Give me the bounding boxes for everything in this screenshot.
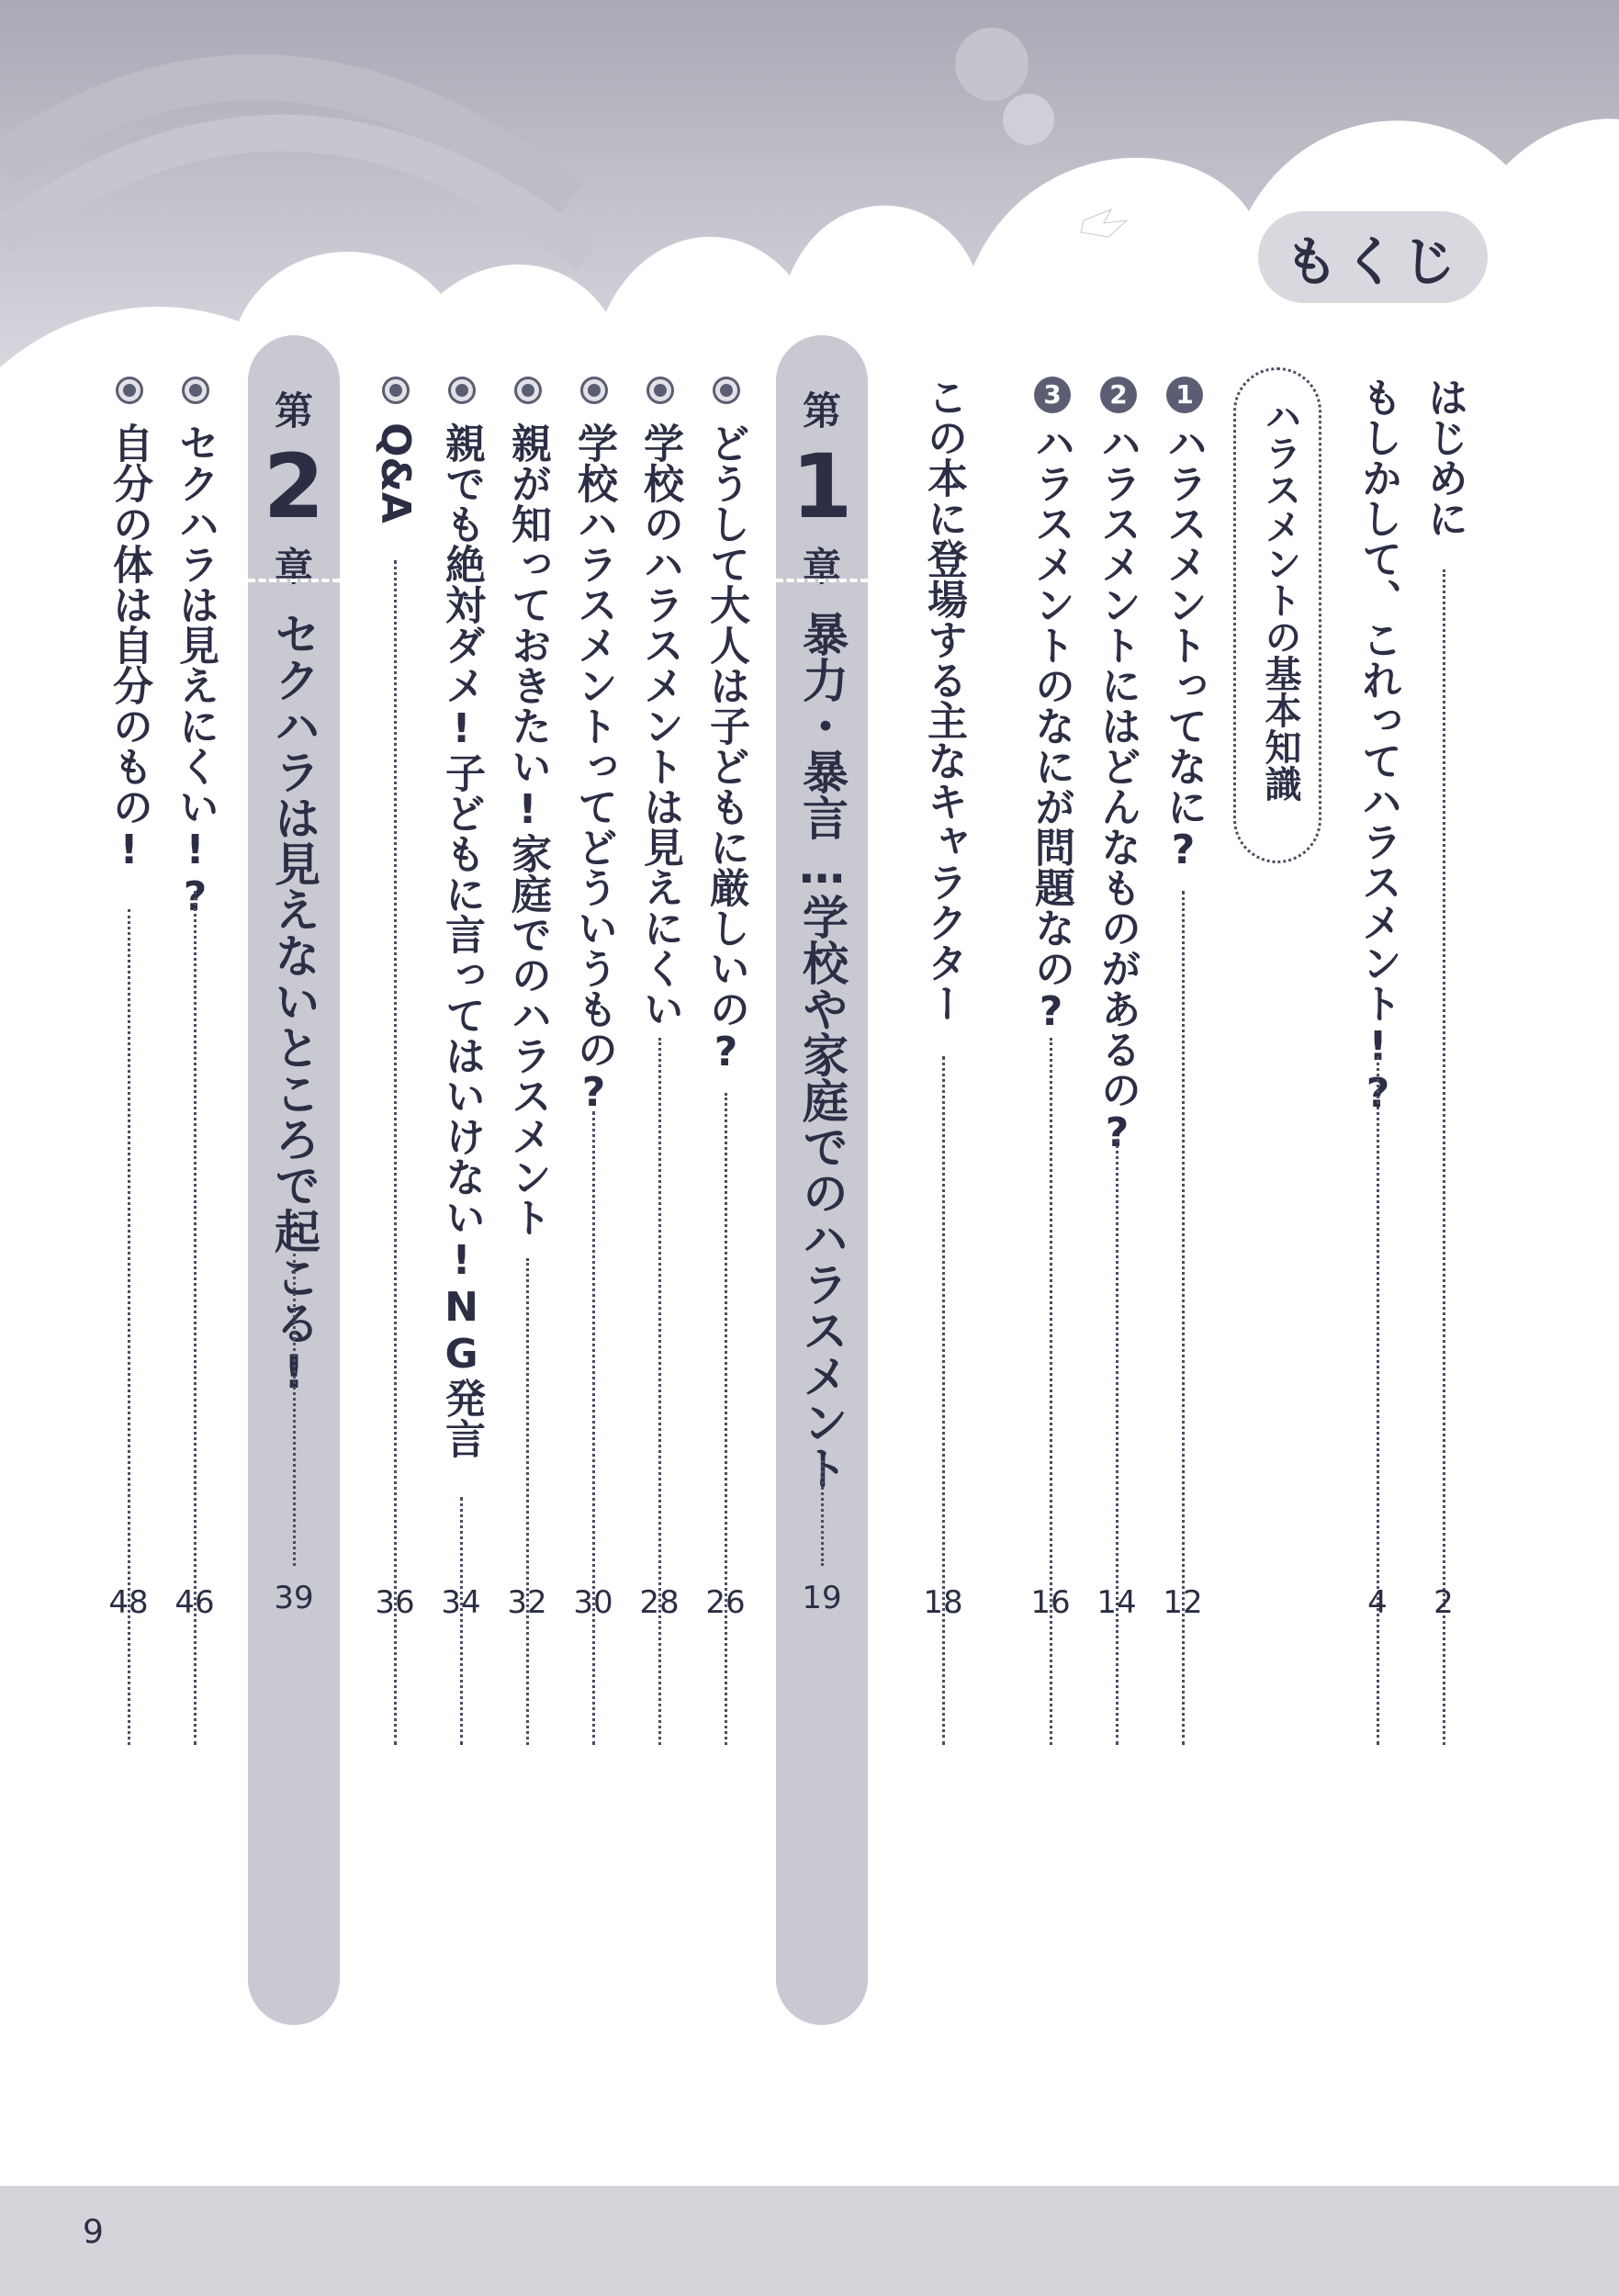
toc-entry-basics-2[interactable] [1087,377,1146,2030]
page-ref: 2 [1433,1584,1454,1621]
page-ref: 46 [174,1584,215,1621]
chapter-sho: 章 [274,545,313,590]
chapter-2-label [248,381,340,592]
toc-entry-ch1-a[interactable] [696,377,755,2030]
page-ref: 34 [441,1584,481,1621]
page-ref: 26 [705,1584,746,1621]
entry-text: 学校ハラスメントってどういうもの? [570,422,617,1116]
toc-entry-basics-3[interactable] [1021,377,1080,2030]
entry-text: 親でも絶対ダメ!子どもに言ってはいけない!NG発言 [438,422,485,1458]
bullet-icon [116,377,143,404]
entry-text: セクハラは見えにくい!? [172,422,219,920]
dotted-leader [725,1093,727,1745]
entry-text: ハラスメントにはどんなものがあるの? [1094,422,1141,1156]
entry-text: ハラスメントのなにが問題なの? [1028,422,1074,1035]
toc-entry-ch1-e[interactable] [432,377,490,2030]
entry-text: 自分の体は自分のもの! [106,422,152,873]
dotted-leader [1377,1056,1379,1745]
entry-text: ハラスメントってなに? [1160,422,1207,873]
page-ref: 39 [274,1580,314,1616]
toc-entry-characters[interactable] [914,377,973,2030]
page-ref: 19 [802,1580,842,1616]
toc-entry-basics-1[interactable] [1153,377,1212,2030]
page-ref: 48 [108,1584,149,1621]
dotted-leader [293,1254,296,1566]
chapter-dai: 第 [802,388,841,433]
page-ref: 28 [639,1584,680,1621]
dotted-leader [460,1497,463,1745]
chapter-1-title: 暴力・暴言…学校や家庭でのハラスメント [795,611,849,1491]
chapter-2-title: セクハラは見えないところで起こる! [267,611,320,1399]
dotted-leader [658,1038,661,1745]
page-ref: 30 [573,1584,613,1621]
chapter-number: 1 [791,435,853,538]
section-heading-basics [1233,367,1321,863]
chapter-divider [776,579,868,582]
toc-entry-maybe[interactable] [1348,377,1407,2030]
bullet-icon [182,377,209,404]
chapter-sho: 章 [802,545,841,590]
entry-text: 親が知っておきたい!家庭でのハラスメント [504,422,551,1237]
bullet-icon [580,377,608,404]
entry-text: この本に登場する主なキャラクター [920,377,967,1023]
entry-text: どうして大人は子どもに厳しいの? [703,422,749,1075]
bullet-icon [382,377,410,404]
bullet-icon [713,377,740,404]
entry-text: はじめに [1421,377,1467,538]
page-ref: 4 [1367,1584,1388,1621]
dotted-leader [942,1056,945,1745]
entry-text: Q&A [372,422,419,523]
page-ref: 14 [1096,1584,1137,1621]
number-badge: 2 [1100,377,1137,413]
dotted-leader [1050,1038,1052,1745]
entry-text: もしかして、これってハラスメント!? [1355,377,1401,1117]
page-ref: 16 [1030,1584,1071,1621]
toc-entry-ch1-b[interactable] [630,377,689,2030]
chapter-number: 2 [263,435,325,538]
toc-entry-ch2-a[interactable] [165,377,224,2030]
page-ref: 36 [375,1584,415,1621]
toc-entry-ch1-d[interactable] [498,377,557,2030]
bullet-icon [514,377,542,404]
page-ref: 12 [1163,1584,1203,1621]
chapter-1-band[interactable] [776,335,868,2025]
page-number: 9 [83,2213,104,2251]
chapter-divider [248,579,340,582]
bullet-icon [448,377,476,404]
toc-entry-ch1-c[interactable] [564,377,623,2030]
toc-entry-ch1-f[interactable] [365,377,424,2030]
page-ref: 18 [923,1584,963,1621]
dotted-leader [394,560,397,1745]
section-heading-text: ハラスメントの基本知識 [1259,398,1301,802]
page-title: もくじ [1258,211,1488,303]
page-footer [0,2186,1619,2296]
page-ref: 32 [507,1584,547,1621]
entry-text: 学校のハラスメントは見えにくい [636,422,683,1029]
bullet-icon [646,377,674,404]
dotted-leader [592,1111,595,1745]
chapter-dai: 第 [274,388,313,433]
chapter-1-label [776,381,868,592]
chapter-2-band[interactable] [248,335,340,2025]
dotted-leader [821,1460,824,1566]
dotted-leader [1116,1139,1119,1745]
number-badge: 1 [1166,377,1203,413]
toc-entry-ch2-b[interactable] [99,377,158,2030]
number-badge: 3 [1034,377,1071,413]
dotted-leader [1443,569,1445,1745]
toc-entry-intro[interactable] [1414,377,1473,2030]
dotted-leader [526,1258,529,1745]
